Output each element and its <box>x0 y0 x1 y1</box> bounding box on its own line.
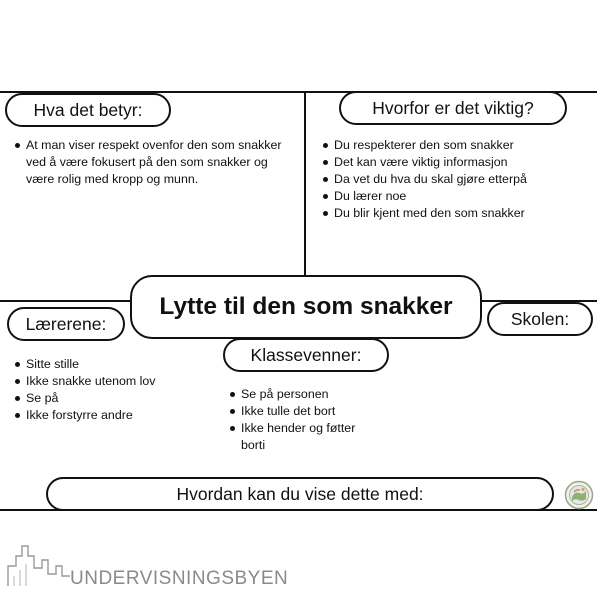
list-item: Ikke forstyrre andre <box>14 407 214 424</box>
meaning-heading <box>5 93 171 127</box>
brand-logo <box>4 540 324 588</box>
classmates-heading-text: Klassevenner: <box>250 344 362 365</box>
classmates-heading <box>223 338 389 372</box>
classmates-list <box>229 386 379 454</box>
bottom-prompt <box>46 477 554 511</box>
list-item: Se på <box>14 390 214 407</box>
bottom-prompt-text: Hvordan kan du vise dette med: <box>176 483 424 504</box>
vertical-divider <box>304 91 306 275</box>
list-item: Du blir kjent med den som snakker <box>322 205 592 222</box>
teachers-list <box>14 356 214 424</box>
meaning-list <box>14 137 294 188</box>
center-title-text: Lytte til den som snakker <box>159 293 453 320</box>
list-item: Sitte stille <box>14 356 214 373</box>
list-item: At man viser respekt ovenfor den som snakker ved å være fokusert på den som snakker og være rolig med kropp og munn. <box>14 137 294 188</box>
list-item: Da vet du hva du skal gjøre etterpå <box>322 171 592 188</box>
teachers-heading-text: Lærerene: <box>25 313 107 334</box>
list-item: Ikke tulle det bort <box>229 403 379 420</box>
list-item: Du respekterer den som snakker <box>322 137 592 154</box>
list-item: Det kan være viktig informasjon <box>322 154 592 171</box>
why-heading <box>339 91 567 125</box>
meaning-heading-text: Hva det betyr: <box>33 99 143 120</box>
list-item: Se på personen <box>229 386 379 403</box>
why-list <box>322 137 592 222</box>
brand-name: UNDERVISNINGSBYEN <box>70 568 289 589</box>
globe-badge-icon <box>564 480 594 510</box>
list-item: Ikke hender og føtter borti <box>229 420 379 454</box>
city-skyline-icon <box>4 540 74 588</box>
list-item: Du lærer noe <box>322 188 592 205</box>
list-item: Ikke snakke utenom lov <box>14 373 214 390</box>
school-heading-text: Skolen: <box>510 308 570 329</box>
why-heading-text: Hvorfor er det viktig? <box>372 97 534 118</box>
school-heading <box>487 302 593 336</box>
center-title <box>130 275 482 339</box>
teachers-heading <box>7 307 125 341</box>
